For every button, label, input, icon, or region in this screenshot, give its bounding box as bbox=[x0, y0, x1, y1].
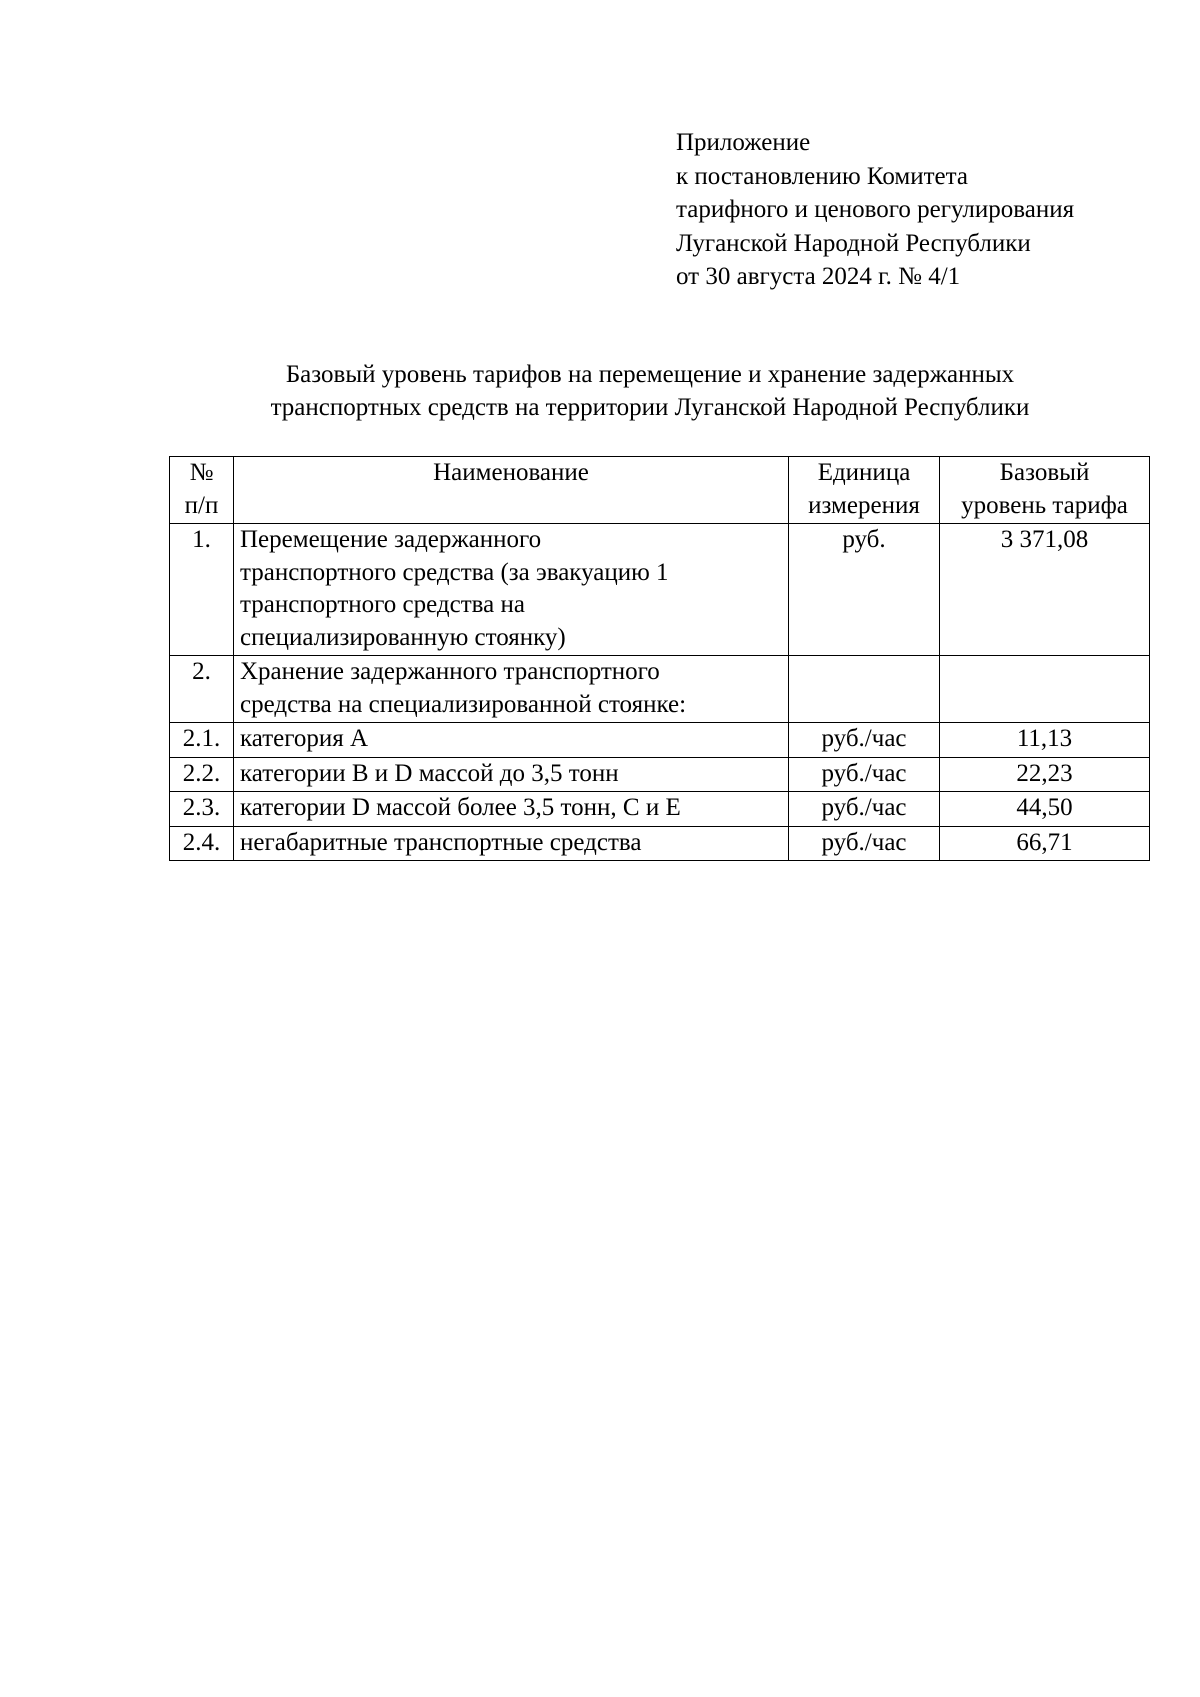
table-row bbox=[170, 723, 1150, 758]
header-value-line: Базовый bbox=[999, 459, 1090, 486]
header-unit-line: Единица bbox=[817, 459, 911, 486]
row-value: 3 371,08 bbox=[940, 524, 1150, 656]
header-value-line: уровень тарифа bbox=[961, 491, 1128, 519]
row-number: 2.1. bbox=[170, 723, 234, 758]
header-name: Наименование bbox=[234, 457, 789, 524]
row-name: категории D массой более 3,5 тонн, С и Е bbox=[234, 792, 789, 827]
tariffs-table bbox=[169, 456, 1150, 861]
row-unit: руб./час bbox=[789, 792, 940, 827]
title-line: Базовый уровень тарифов на перемещение и хранение задержанных bbox=[285, 361, 1015, 388]
header-number-line: № bbox=[189, 459, 214, 486]
row-value bbox=[940, 656, 1150, 723]
header-unit-line: измерения bbox=[808, 491, 920, 519]
row-value: 22,23 bbox=[940, 757, 1150, 792]
table-row bbox=[170, 656, 1150, 723]
row-unit: руб./час bbox=[789, 757, 940, 792]
row-name-line: специализированную стоянку) bbox=[240, 623, 566, 651]
header-unit bbox=[789, 457, 940, 524]
row-number: 2.4. bbox=[170, 826, 234, 861]
header-number-line: п/п bbox=[184, 491, 219, 519]
appendix-line: Приложение bbox=[676, 129, 811, 156]
row-number: 2.3. bbox=[170, 792, 234, 827]
appendix-line: Луганской Народной Республики bbox=[676, 229, 1031, 257]
table-row bbox=[170, 524, 1150, 656]
header-number bbox=[170, 457, 234, 524]
header-value bbox=[940, 457, 1150, 524]
document-title bbox=[180, 358, 1120, 424]
appendix-line: к постановлению Комитета bbox=[676, 162, 968, 190]
table-row bbox=[170, 792, 1150, 827]
row-name-line: Хранение задержанного транспортного bbox=[240, 658, 660, 685]
row-unit: руб./час bbox=[789, 826, 940, 861]
row-unit bbox=[789, 656, 940, 723]
table-row bbox=[170, 757, 1150, 792]
title-line: транспортных средств на территории Луганской Народной Республики bbox=[270, 394, 1030, 421]
row-name: негабаритные транспортные средства bbox=[234, 826, 789, 861]
appendix-block bbox=[676, 126, 1074, 294]
row-value: 66,71 bbox=[940, 826, 1150, 861]
row-value: 11,13 bbox=[940, 723, 1150, 758]
row-name-line: средства на специализированной стоянке: bbox=[240, 690, 687, 718]
row-name bbox=[234, 656, 789, 723]
row-value: 44,50 bbox=[940, 792, 1150, 827]
row-name: категории В и D массой до 3,5 тонн bbox=[234, 757, 789, 792]
row-name: категория А bbox=[234, 723, 789, 758]
appendix-line: от 30 августа 2024 г. № 4/1 bbox=[676, 263, 961, 290]
row-number: 2.2. bbox=[170, 757, 234, 792]
table-header-row bbox=[170, 457, 1150, 524]
row-name-line: транспортного средства на bbox=[240, 591, 525, 618]
row-number: 2. bbox=[170, 656, 234, 723]
row-unit: руб./час bbox=[789, 723, 940, 758]
table-row bbox=[170, 826, 1150, 861]
row-name bbox=[234, 524, 789, 656]
row-name-line: транспортного средства (за эвакуацию 1 bbox=[240, 558, 669, 586]
appendix-line: тарифного и ценового регулирования bbox=[676, 196, 1075, 223]
row-unit: руб. bbox=[789, 524, 940, 656]
row-number: 1. bbox=[170, 524, 234, 656]
row-name-line: Перемещение задержанного bbox=[240, 526, 542, 553]
